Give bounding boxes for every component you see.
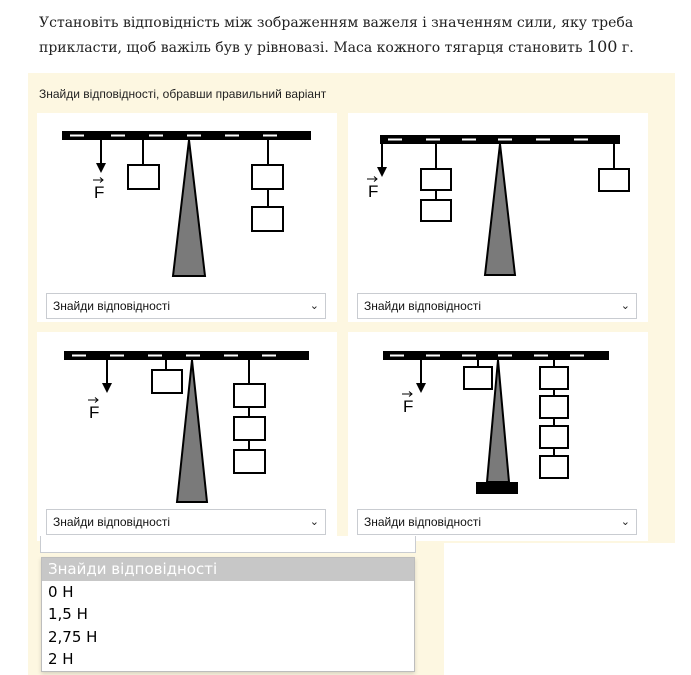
lever-card-2: [348, 113, 648, 322]
match-select-3[interactable]: [46, 509, 326, 535]
force-arrow: [102, 360, 112, 393]
force-vector-mark: [88, 398, 98, 403]
match-select-1[interactable]: [46, 293, 326, 319]
lever-diagram-2: [348, 113, 648, 322]
option-placeholder[interactable]: Знайди відповідності: [42, 558, 414, 581]
select-value: Знайди відповідності: [364, 515, 482, 529]
force-vector-mark: [402, 392, 412, 397]
question-body: Установіть відповідність між зображенням важеля і значенням сили, яку треба прикласти, щоб важіль був у рівновазі. Маса кожного тягарця становить: [39, 15, 634, 56]
mass-unit: г.: [621, 40, 634, 56]
weights-left: [464, 360, 492, 389]
lever-support: [485, 144, 515, 275]
chevron-down-icon: ⌄: [620, 516, 630, 528]
lever-card-4: [348, 332, 648, 541]
chevron-down-icon: ⌄: [309, 516, 319, 528]
option-2-n[interactable]: 2 Н: [48, 650, 74, 668]
weights-right: [599, 144, 629, 191]
force-arrow: [96, 140, 106, 173]
force-label: F: [368, 182, 379, 201]
lever-support: [173, 140, 205, 276]
mass-value: 100: [586, 37, 618, 56]
chevron-down-icon: ⌄: [620, 300, 630, 312]
force-vector-mark: [93, 178, 103, 183]
option-2-75-n[interactable]: 2,75 Н: [48, 627, 98, 646]
weights-left: [128, 140, 159, 189]
force-arrow: [377, 144, 387, 177]
force-label: F: [89, 403, 100, 422]
instruction-text: Знайди відповідності, обравши правильний варіант: [39, 87, 327, 101]
weights-right: [234, 360, 265, 473]
support-base: [476, 482, 518, 494]
weights-left: [152, 360, 182, 393]
force-arrow: [416, 360, 426, 393]
force-label: F: [403, 397, 414, 416]
lever-card-3: [37, 332, 337, 541]
lever-card-1: [37, 113, 337, 322]
select-value: Знайди відповідності: [53, 515, 171, 529]
option-0-n[interactable]: 0 Н: [48, 582, 74, 601]
select-options-list[interactable]: [41, 557, 415, 672]
weights-left: [421, 144, 451, 221]
select-value: Знайди відповідності: [364, 299, 482, 313]
lever-diagram-1: [37, 113, 337, 322]
option-1-5-n[interactable]: 1,5 Н: [48, 605, 88, 623]
force-vector-mark: [367, 177, 377, 182]
match-select-4[interactable]: [357, 509, 637, 535]
match-select-2[interactable]: [357, 293, 637, 319]
hidden-card-top-edge: [40, 536, 416, 553]
force-label: F: [94, 183, 105, 202]
weights-right: [540, 360, 568, 478]
chevron-down-icon: ⌄: [309, 300, 319, 312]
question-text: [39, 11, 669, 60]
weights-right: [252, 140, 283, 231]
select-value: Знайди відповідності: [53, 299, 171, 313]
